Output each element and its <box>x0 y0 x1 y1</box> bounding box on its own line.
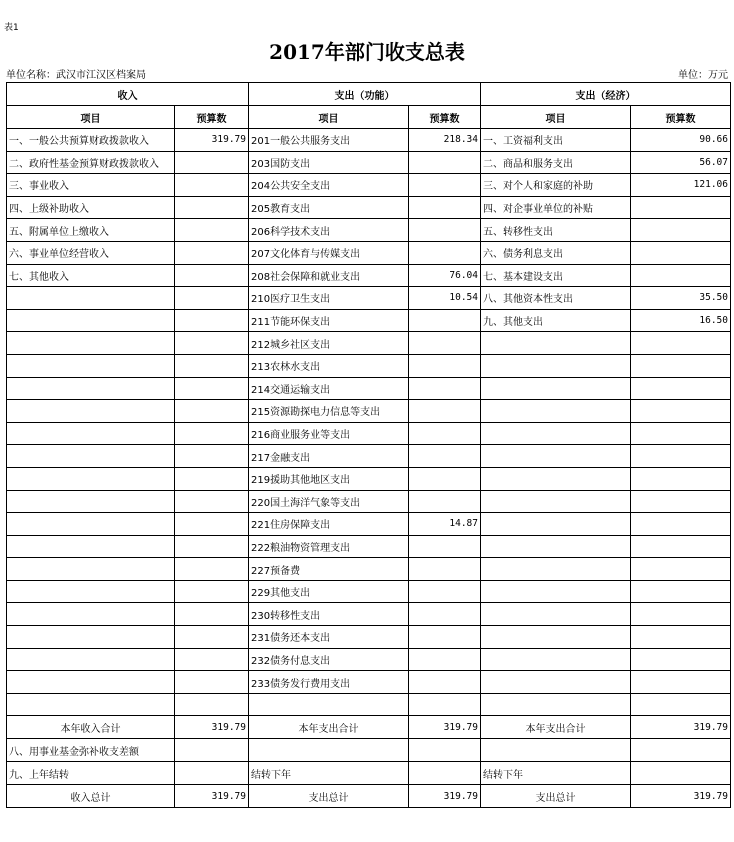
income-budget-cell <box>175 377 249 400</box>
func-item-cell: 214交通运输支出 <box>249 377 409 400</box>
income-item-cell: 三、事业收入 <box>7 174 175 197</box>
econ-item-cell <box>481 558 631 581</box>
table-row <box>7 603 731 626</box>
income-budget-cell <box>175 762 249 785</box>
econ-item-cell <box>481 580 631 603</box>
table-row <box>7 513 731 536</box>
table-row <box>7 219 731 242</box>
econ-budget-cell <box>631 467 731 490</box>
econ-budget-cell <box>631 626 731 649</box>
func-budget-cell <box>409 648 481 671</box>
unit-name: 单位名称：武汉市江汉区档案局 <box>6 70 146 81</box>
func-budget-cell <box>409 151 481 174</box>
total-row <box>7 785 731 808</box>
func-budget-cell <box>409 739 481 762</box>
income-item-cell: 四、上级补助收入 <box>7 196 175 219</box>
income-item-cell: 六、事业单位经营收入 <box>7 241 175 264</box>
table-row <box>7 693 731 716</box>
income-budget-cell <box>175 671 249 694</box>
column-header-item: 项目 <box>7 106 175 129</box>
econ-item-cell: 三、对个人和家庭的补助 <box>481 174 631 197</box>
section-header-row <box>7 83 731 106</box>
econ-budget-cell <box>631 377 731 400</box>
func-item-cell: 210医疗卫生支出 <box>249 287 409 310</box>
econ-budget-cell <box>631 671 731 694</box>
income-budget-cell <box>175 196 249 219</box>
econ-item-cell <box>481 400 631 423</box>
table-row <box>7 445 731 468</box>
func-budget-cell <box>409 671 481 694</box>
func-item-cell: 212城乡社区支出 <box>249 332 409 355</box>
econ-item-cell <box>481 603 631 626</box>
econ-budget-cell <box>631 445 731 468</box>
page-title: 2017年部门收支总表 <box>269 40 465 64</box>
func-item-cell: 201一般公共服务支出 <box>249 129 409 152</box>
func-budget-cell: 319.79 <box>409 785 481 808</box>
func-budget-cell <box>409 535 481 558</box>
econ-budget-cell: 56.07 <box>631 151 731 174</box>
income-item-cell: 二、政府性基金预算财政拨款收入 <box>7 151 175 174</box>
income-item-cell <box>7 422 175 445</box>
income-budget-cell <box>175 603 249 626</box>
func-budget-cell <box>409 400 481 423</box>
table-row <box>7 264 731 287</box>
func-item-cell: 208社会保障和就业支出 <box>249 264 409 287</box>
table-row <box>7 535 731 558</box>
econ-item-cell: 二、商品和服务支出 <box>481 151 631 174</box>
income-item-cell <box>7 580 175 603</box>
func-budget-cell <box>409 241 481 264</box>
income-budget-cell <box>175 287 249 310</box>
income-budget-cell <box>175 219 249 242</box>
column-header-item: 项目 <box>481 106 631 129</box>
econ-budget-cell <box>631 196 731 219</box>
econ-budget-cell <box>631 490 731 513</box>
table-row <box>7 241 731 264</box>
income-budget-cell <box>175 241 249 264</box>
table-tag: 表1 <box>4 23 19 33</box>
income-budget-cell <box>175 264 249 287</box>
func-item-cell: 227预备费 <box>249 558 409 581</box>
income-budget-cell <box>175 580 249 603</box>
func-budget-cell <box>409 626 481 649</box>
table-row <box>7 626 731 649</box>
income-item-cell: 一、一般公共预算财政拨款收入 <box>7 129 175 152</box>
func-item-cell: 215资源勘探电力信息等支出 <box>249 400 409 423</box>
func-budget-cell: 76.04 <box>409 264 481 287</box>
econ-item-cell <box>481 354 631 377</box>
econ-budget-cell <box>631 264 731 287</box>
total-row <box>7 739 731 762</box>
econ-item-cell <box>481 377 631 400</box>
econ-budget-cell <box>631 354 731 377</box>
econ-budget-cell <box>631 603 731 626</box>
table-row <box>7 400 731 423</box>
econ-item-cell: 八、其他资本性支出 <box>481 287 631 310</box>
total-row <box>7 762 731 785</box>
income-item-cell <box>7 309 175 332</box>
func-budget-cell <box>409 490 481 513</box>
econ-budget-cell <box>631 513 731 536</box>
func-budget-cell <box>409 422 481 445</box>
income-budget-cell <box>175 648 249 671</box>
income-budget-cell: 319.79 <box>175 129 249 152</box>
income-budget-cell <box>175 467 249 490</box>
income-item-cell: 五、附属单位上缴收入 <box>7 219 175 242</box>
income-budget-cell <box>175 558 249 581</box>
func-budget-cell <box>409 558 481 581</box>
table-row <box>7 377 731 400</box>
func-item-cell <box>249 693 409 716</box>
econ-budget-cell <box>631 580 731 603</box>
econ-budget-cell: 319.79 <box>631 716 731 739</box>
income-item-cell <box>7 513 175 536</box>
func-item-cell: 支出总计 <box>249 785 409 808</box>
income-budget-cell <box>175 309 249 332</box>
func-item-cell: 203国防支出 <box>249 151 409 174</box>
func-budget-cell <box>409 196 481 219</box>
income-budget-cell <box>175 513 249 536</box>
income-item-cell: 七、其他收入 <box>7 264 175 287</box>
func-budget-cell: 14.87 <box>409 513 481 536</box>
econ-budget-cell: 16.50 <box>631 309 731 332</box>
income-budget-cell <box>175 739 249 762</box>
econ-item-cell: 一、工资福利支出 <box>481 129 631 152</box>
econ-budget-cell: 90.66 <box>631 129 731 152</box>
func-item-cell: 217金融支出 <box>249 445 409 468</box>
income-item-cell <box>7 354 175 377</box>
econ-budget-cell <box>631 762 731 785</box>
table-row <box>7 422 731 445</box>
func-item-cell: 233债务发行费用支出 <box>249 671 409 694</box>
econ-budget-cell <box>631 693 731 716</box>
func-budget-cell: 218.34 <box>409 129 481 152</box>
income-item-cell <box>7 490 175 513</box>
econ-budget-cell <box>631 558 731 581</box>
func-item-cell: 204公共安全支出 <box>249 174 409 197</box>
func-budget-cell <box>409 693 481 716</box>
income-item-cell <box>7 332 175 355</box>
econ-item-cell <box>481 535 631 558</box>
func-budget-cell <box>409 762 481 785</box>
column-header-row <box>7 106 731 129</box>
func-item-cell: 206科学技术支出 <box>249 219 409 242</box>
func-item-cell <box>249 739 409 762</box>
income-budget-cell <box>175 535 249 558</box>
income-budget-cell <box>175 490 249 513</box>
econ-item-cell <box>481 467 631 490</box>
income-item-cell <box>7 535 175 558</box>
table-row <box>7 332 731 355</box>
income-item-cell <box>7 377 175 400</box>
econ-budget-cell <box>631 739 731 762</box>
table-row <box>7 129 731 152</box>
econ-item-cell: 四、对企事业单位的补贴 <box>481 196 631 219</box>
func-item-cell: 219援助其他地区支出 <box>249 467 409 490</box>
func-budget-cell: 10.54 <box>409 287 481 310</box>
func-budget-cell <box>409 445 481 468</box>
func-item-cell: 结转下年 <box>249 762 409 785</box>
income-item-cell <box>7 400 175 423</box>
econ-item-cell <box>481 739 631 762</box>
table-row <box>7 490 731 513</box>
income-budget-cell <box>175 174 249 197</box>
econ-item-cell: 结转下年 <box>481 762 631 785</box>
budget-table <box>6 82 731 808</box>
column-header-item: 项目 <box>249 106 409 129</box>
econ-budget-cell: 35.50 <box>631 287 731 310</box>
income-item-cell <box>7 648 175 671</box>
func-budget-cell <box>409 219 481 242</box>
econ-budget-cell <box>631 241 731 264</box>
income-budget-cell <box>175 693 249 716</box>
econ-item-cell <box>481 445 631 468</box>
table-row <box>7 174 731 197</box>
income-item-cell: 八、用事业基金弥补收支差额 <box>7 739 175 762</box>
func-budget-cell <box>409 603 481 626</box>
func-budget-cell <box>409 377 481 400</box>
income-budget-cell <box>175 422 249 445</box>
income-item-cell <box>7 693 175 716</box>
econ-budget-cell <box>631 219 731 242</box>
econ-budget-cell <box>631 422 731 445</box>
func-budget-cell <box>409 580 481 603</box>
table-row <box>7 354 731 377</box>
econ-budget-cell <box>631 648 731 671</box>
econ-item-cell <box>481 422 631 445</box>
income-budget-cell <box>175 332 249 355</box>
func-item-cell: 231债务还本支出 <box>249 626 409 649</box>
econ-item-cell: 六、债务利息支出 <box>481 241 631 264</box>
income-item-cell <box>7 603 175 626</box>
column-header-budget: 预算数 <box>175 106 249 129</box>
income-budget-cell: 319.79 <box>175 785 249 808</box>
econ-item-cell <box>481 626 631 649</box>
econ-budget-cell <box>631 332 731 355</box>
income-item-cell: 收入总计 <box>7 785 175 808</box>
func-budget-cell <box>409 467 481 490</box>
table-row <box>7 671 731 694</box>
func-expense-header: 支出（功能） <box>249 83 481 106</box>
func-item-cell: 221住房保障支出 <box>249 513 409 536</box>
econ-item-cell: 七、基本建设支出 <box>481 264 631 287</box>
income-budget-cell: 319.79 <box>175 716 249 739</box>
econ-item-cell: 本年支出合计 <box>481 716 631 739</box>
income-item-cell <box>7 626 175 649</box>
econ-budget-cell: 319.79 <box>631 785 731 808</box>
table-row <box>7 196 731 219</box>
econ-item-cell <box>481 332 631 355</box>
func-item-cell: 213农林水支出 <box>249 354 409 377</box>
func-item-cell: 本年支出合计 <box>249 716 409 739</box>
func-budget-cell <box>409 174 481 197</box>
func-item-cell: 205教育支出 <box>249 196 409 219</box>
income-budget-cell <box>175 400 249 423</box>
column-header-budget: 预算数 <box>631 106 731 129</box>
func-budget-cell <box>409 332 481 355</box>
table-row <box>7 151 731 174</box>
column-header-budget: 预算数 <box>409 106 481 129</box>
econ-item-cell <box>481 513 631 536</box>
table-row <box>7 287 731 310</box>
func-item-cell: 220国土海洋气象等支出 <box>249 490 409 513</box>
income-budget-cell <box>175 151 249 174</box>
income-budget-cell <box>175 445 249 468</box>
table-row <box>7 648 731 671</box>
table-row <box>7 580 731 603</box>
econ-budget-cell <box>631 400 731 423</box>
econ-expense-header: 支出（经济） <box>481 83 731 106</box>
econ-item-cell: 支出总计 <box>481 785 631 808</box>
table-row <box>7 309 731 332</box>
income-item-cell <box>7 287 175 310</box>
func-item-cell: 216商业服务业等支出 <box>249 422 409 445</box>
income-budget-cell <box>175 354 249 377</box>
income-header: 收入 <box>7 83 249 106</box>
income-item-cell: 九、上年结转 <box>7 762 175 785</box>
table-row <box>7 467 731 490</box>
income-item-cell: 本年收入合计 <box>7 716 175 739</box>
econ-item-cell <box>481 490 631 513</box>
func-item-cell: 232债务付息支出 <box>249 648 409 671</box>
func-item-cell: 207文化体育与传媒支出 <box>249 241 409 264</box>
func-budget-cell: 319.79 <box>409 716 481 739</box>
func-budget-cell <box>409 354 481 377</box>
econ-budget-cell <box>631 535 731 558</box>
total-row <box>7 716 731 739</box>
econ-item-cell <box>481 671 631 694</box>
income-item-cell <box>7 671 175 694</box>
func-item-cell: 222粮油物资管理支出 <box>249 535 409 558</box>
unit-label: 单位：万元 <box>678 70 728 81</box>
func-item-cell: 230转移性支出 <box>249 603 409 626</box>
econ-item-cell <box>481 648 631 671</box>
income-item-cell <box>7 445 175 468</box>
income-budget-cell <box>175 626 249 649</box>
econ-item-cell <box>481 693 631 716</box>
econ-item-cell: 五、转移性支出 <box>481 219 631 242</box>
income-item-cell <box>7 467 175 490</box>
func-budget-cell <box>409 309 481 332</box>
func-item-cell: 211节能环保支出 <box>249 309 409 332</box>
econ-budget-cell: 121.06 <box>631 174 731 197</box>
table-row <box>7 558 731 581</box>
econ-item-cell: 九、其他支出 <box>481 309 631 332</box>
func-item-cell: 229其他支出 <box>249 580 409 603</box>
income-item-cell <box>7 558 175 581</box>
